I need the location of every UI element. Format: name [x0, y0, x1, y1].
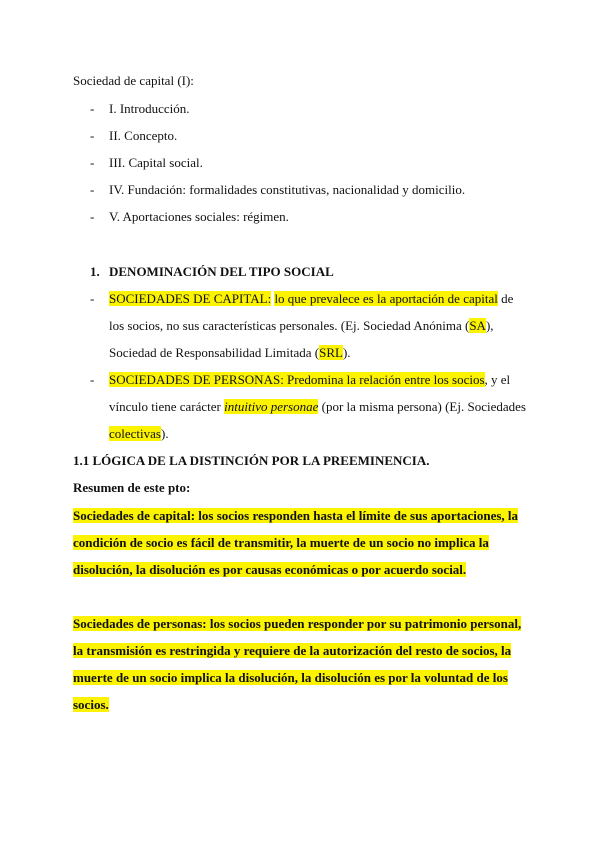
personas-summary-text: la transmisión es restringida y requiere de la autorización del resto de socios, la: [73, 643, 512, 658]
personas-text-end: (por la misma persona) (Ej. Sociedades: [321, 399, 526, 414]
intro-item: IV. Fundación: formalidades constitutivas, nacionalidad y domicilio.: [109, 182, 466, 197]
personas-line-1: [109, 372, 510, 388]
personas-summary-line: [73, 616, 521, 632]
intro-item: V. Aportaciones sociales: régimen.: [109, 209, 289, 224]
section-number: 1.: [90, 264, 100, 279]
capital-summary-text: Sociedades de capital: los socios responden hasta el límite de sus aportaciones, la: [73, 508, 519, 523]
capital-text: Sociedad de Responsabilidad Limitada (: [109, 345, 320, 360]
bullet-dash: -: [90, 128, 95, 143]
capital-highlight: lo que prevalece es la aportación de capital: [274, 291, 498, 306]
capital-summary-text: disolución, la disolución es por causas económicas o por acuerdo social.: [73, 562, 467, 577]
capital-text-end: ).: [342, 345, 351, 360]
colectivas-highlight: colectivas: [109, 426, 161, 441]
summary-label: Resumen de este pto:: [73, 480, 191, 495]
bullet-dash: -: [90, 182, 95, 197]
srl-highlight: SRL: [319, 345, 343, 360]
intro-item: I. Introducción.: [109, 101, 190, 116]
intro-item: II. Concepto.: [109, 128, 178, 143]
personas-summary-line: [73, 643, 511, 659]
bullet-dash: -: [90, 155, 95, 170]
capital-text-end: ),: [485, 318, 494, 333]
intuitivo-highlight: intuitivo personae: [224, 399, 319, 414]
capital-label: SOCIEDADES DE CAPITAL:: [109, 291, 272, 306]
personas-rest: , y el: [484, 372, 511, 387]
personas-line-2: [109, 399, 526, 415]
section-heading: DENOMINACIÓN DEL TIPO SOCIAL: [109, 264, 334, 279]
personas-summary-line: [73, 697, 109, 713]
capital-line-1: [109, 291, 513, 307]
capital-rest: de: [501, 291, 514, 306]
subsection-heading: 1.1 LÓGICA DE LA DISTINCIÓN POR LA PREEMINENCIA.: [73, 453, 430, 468]
personas-summary-text: muerte de un socio implica la disolución, la disolución es por la voluntad de los: [73, 670, 508, 685]
personas-summary-text: Sociedades de personas: los socios pueden responder por su patrimonio personal,: [73, 616, 522, 631]
intro-item: III. Capital social.: [109, 155, 203, 170]
bullet-dash: -: [90, 291, 95, 306]
bullet-dash: -: [90, 372, 95, 387]
capital-summary-line: [73, 562, 466, 578]
capital-line-3: [109, 345, 351, 361]
personas-summary-text: socios.: [73, 697, 109, 712]
capital-line-2: [109, 318, 494, 334]
bullet-dash: -: [90, 209, 95, 224]
capital-summary-line: [73, 508, 518, 524]
capital-text: los socios, no sus características personales. (Ej. Sociedad Anónima (: [109, 318, 470, 333]
personas-text: vínculo tiene carácter: [109, 399, 221, 414]
personas-line-3: [109, 426, 169, 442]
capital-summary-text: condición de socio es fácil de transmitir, la muerte de un socio no implica la: [73, 535, 489, 550]
bullet-dash: -: [90, 101, 95, 116]
personas-highlight: SOCIEDADES DE PERSONAS: Predomina la relación entre los socios: [109, 372, 485, 387]
sa-highlight: SA: [469, 318, 486, 333]
capital-summary-line: [73, 535, 489, 551]
intro-title: Sociedad de capital (I):: [73, 73, 194, 88]
personas-text-end: ).: [160, 426, 169, 441]
personas-summary-line: [73, 670, 508, 686]
